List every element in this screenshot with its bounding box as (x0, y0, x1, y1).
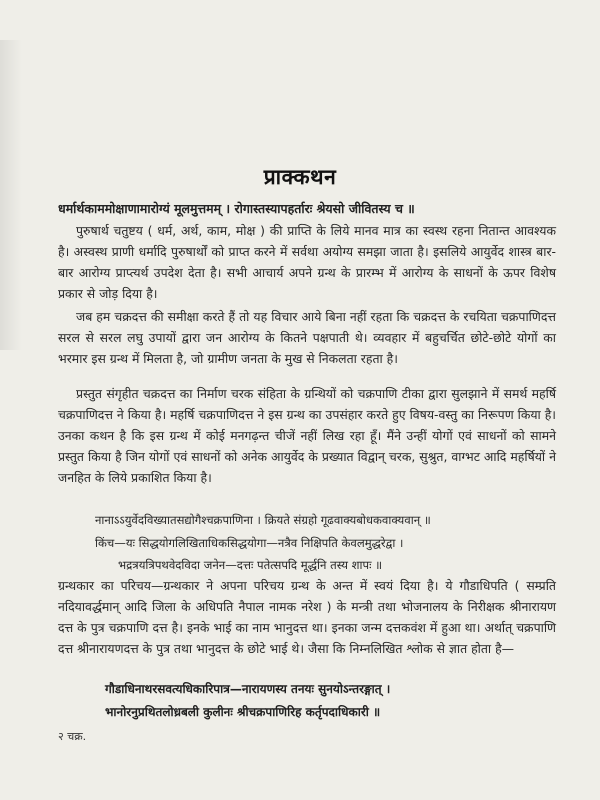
paragraph-2: जब हम चक्रदत्त की समीक्षा करते हैं तो यह विचार आये बिना नहीं रहता कि चक्रदत्त के रचयिता चक्रपाणिदत्त सरल से सरल लघु उपायों द्वारा जन आरोग्य के कितने पक्षपाती थे। व्यवहार में बहुचर्चित छोटे-छोटे योगों का भरमार इस ग्रन्थ में मिलता है, जो ग्रामीण जनता के मुख से निकलता रहता है। (58, 309, 556, 366)
paragraph-3: प्रस्तुत संगृहीत चक्रदत्त का निर्माण चरक संहिता के ग्रन्थियों को चक्रपाणि टीका द्वारा सुलझाने में समर्थ महर्षि चक्रपाणिदत्त ने किया है। महर्षि चक्रपाणिदत्त ने इस ग्रन्थ का उपसंहार करते हुए विषय-वस्तु का निरूपण किया है। उनका कथन है कि इस ग्रन्थ में कोई मनगढ़न्त चीजें नहीं लिख रहा हूँ। मैंने उन्हीं योगों एवं साधनों को सामने प्रस्तुत किया है जिन योगों एवं साधनों को अनेक आयुर्वेद के प्रख्यात विद्वान् चरक, सुश्रुत, वाग्भट आदि महर्षियों ने जनहित के लिये प्रकाशित किया है। (58, 386, 556, 485)
page-title: प्राक्कथन (263, 165, 337, 189)
opening-verse: धर्मार्थकाममोक्षाणामारोग्यं मूलमुत्तमम् । रोगास्तस्यापहर्तारः श्रेयसो जीवितस्य च ॥ (58, 201, 415, 216)
paragraph-4: ग्रन्थकार का परिचय—ग्रन्थकार ने अपना परिचय ग्रन्थ के अन्त में स्वयं दिया है। ये गौडाधिपति ( सम्प्रति नदियावर्द्धमान् आदि जिला के अधिपति नैपाल नामक नरेश ) के मन्त्री तथा भोजनालय के निरीक्षक श्रीनारायण दत्त के पुत्र चक्रपाणि दत्त है। इनके भाई का नाम भानुदत्त था। इनका जन्म दत्तकवंश में हुआ था। अर्थात् चक्रपाणि दत्त श्रीनारायणदत्त के पुत्र तथा भानुदत्त के छोटे भाई थे। जैसा कि निम्नलिखित श्लोक से ज्ञात होता है— (58, 578, 556, 656)
sloka-1-line-3: भद्रत्रयत्रिपथवेदविदा जनेन—दत्तः पतेत्सपदि मूर्द्धनि तस्य शापः ॥ (118, 558, 383, 572)
sloka-2-line-1: गौडाधिनाथरसवत्यधिकारिपात्र—नारायणस्य तनयः सुनयोऽन्तरङ्गात् । (105, 682, 391, 696)
sloka-1-line-1: नानाऽऽयुर्वेदविख्यातसद्योगैश्चक्रपाणिना । क्रियते संग्रहो गूढवाक्यबोधकवाक्यवान् ॥ (95, 513, 431, 527)
sloka-1-line-2: किंच—यः सिद्धयोगलिखिताधिकसिद्धयोगा—नत्रैव निक्षिपति केवलमुद्धरेद्वा । (95, 536, 404, 550)
paragraph-1: पुरुषार्थ चतुष्टय ( धर्म, अर्थ, काम, मोक्ष ) की प्राप्ति के लिये मानव मात्र का स्वस्थ रहना नितान्त आवश्यक है। अस्वस्थ प्राणी धर्मादि पुरुषार्थों को प्राप्त करने में सर्वथा अयोग्य समझा जाता है। इसलिये आयुर्वेद शास्त्र बार-बार आरोग्य प्राप्त्यर्थ उपदेश देता है। सभी आचार्य अपने ग्रन्थ के प्रारम्भ में आरोग्य के साधनों के ऊपर विशेष प्रकार से जोड़ दिया है। (58, 223, 556, 301)
sloka-2-line-2: भानोरनुप्रथितलोध्रबली कुलीनः श्रीचक्रपाणिरिह कर्तृपदाधिकारी ॥ (105, 705, 381, 719)
footnote: २ चक्र. (58, 730, 87, 743)
